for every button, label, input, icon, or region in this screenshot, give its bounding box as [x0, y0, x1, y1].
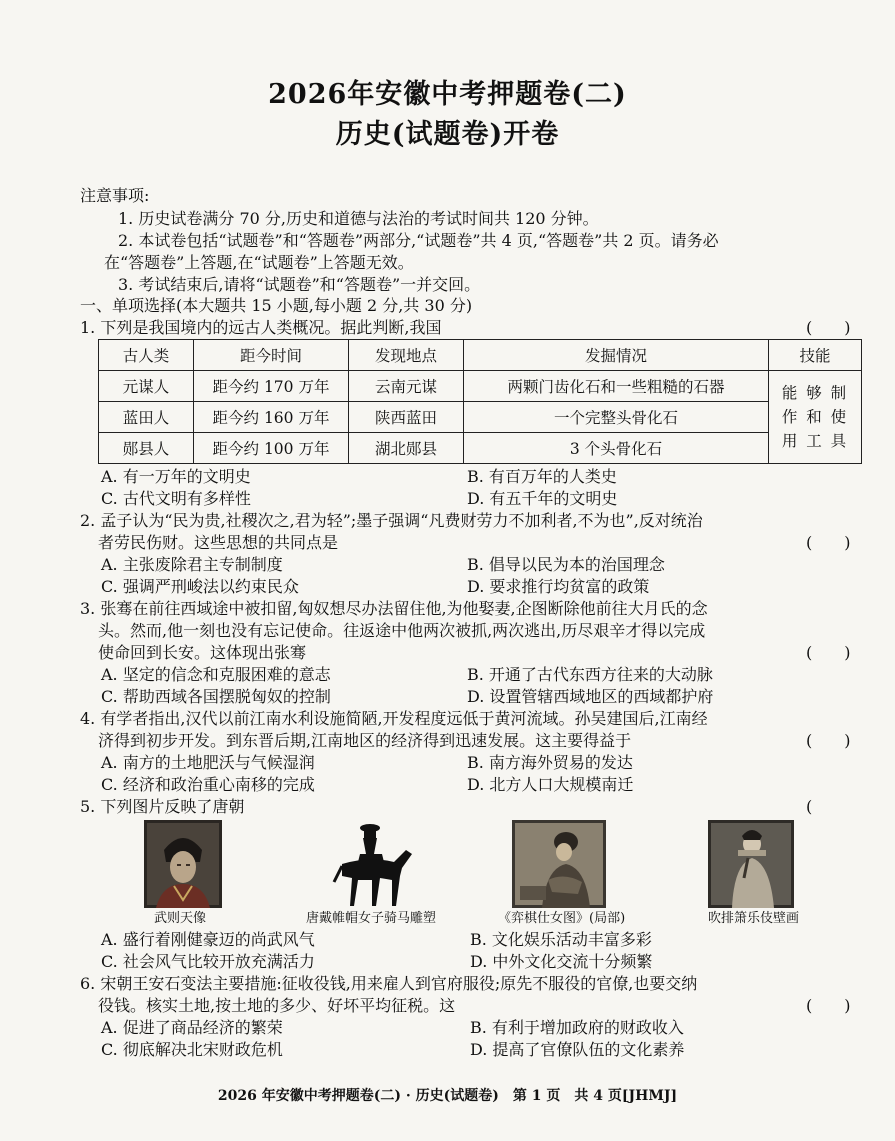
- mural-musician-image: [708, 820, 794, 908]
- notice-item-1: 1. 历史试卷满分 70 分,历史和道德与法治的考试时间共 120 分钟。: [118, 209, 599, 228]
- q3-stem-line-3: 使命回到长安。这体现出张骞: [98, 643, 307, 662]
- caption-wu-zetian: 武则天像: [154, 911, 207, 926]
- q3-answer-paren: ( ): [806, 643, 851, 662]
- caption-mural: 吹排箫乐伎壁画: [708, 911, 800, 926]
- table-header: 发掘情况: [464, 340, 769, 371]
- weiqi-lady-painting-image: [512, 820, 606, 908]
- exam-title: 2026年安徽中考押题卷(二): [268, 79, 627, 110]
- q5-option-b: B. 文化娱乐活动丰富多彩: [470, 930, 652, 949]
- table-header: 距今时间: [194, 340, 349, 371]
- exam-subtitle: 历史(试题卷)开卷: [335, 119, 560, 150]
- table-cell: 元谋人: [99, 371, 194, 402]
- q4-option-b: B. 南方海外贸易的发达: [467, 753, 633, 772]
- table-cell: 距今约 100 万年: [194, 433, 349, 464]
- notice-heading: 注意事项:: [80, 186, 150, 205]
- table-cell: 湖北郧县: [349, 433, 464, 464]
- skill-cell: [769, 371, 862, 464]
- table-header: 技能: [769, 340, 862, 371]
- q6-option-d: D. 提高了官僚队伍的文化素养: [470, 1040, 685, 1059]
- q2-stem-line-2: 者劳民伤财。这些思想的共同点是: [98, 533, 339, 552]
- q4-option-a: A. 南方的土地肥沃与气候湿润: [101, 753, 315, 772]
- q3-stem-line-2: 头。然而,他一刻也没有忘记使命。往返途中他两次被抓,两次逃出,历尽艰辛才得以完成: [98, 621, 706, 640]
- q6-answer-paren: ( ): [806, 996, 851, 1015]
- q6-stem-line-1: 6. 宋朝王安石变法主要措施:征收役钱,用来雇人到官府服役;原先不服役的官僚,也要交纳: [80, 974, 698, 993]
- horse-rider-sculpture-image: [330, 820, 420, 908]
- q5-stem: 5. 下列图片反映了唐朝: [80, 797, 245, 816]
- table-cell: 陕西蓝田: [349, 402, 464, 433]
- q2-option-a: A. 主张废除君主专制制度: [101, 555, 283, 574]
- q2-answer-paren: ( ): [806, 533, 851, 552]
- q3-option-c: C. 帮助西域各国摆脱匈奴的控制: [101, 687, 331, 706]
- table-cell: 一个完整头骨化石: [464, 402, 769, 433]
- caption-horse-rider: 唐戴帷帽女子骑马雕塑: [306, 911, 437, 926]
- table-cell: 两颗门齿化石和一些粗糙的石器: [464, 371, 769, 402]
- notice-item-2-cont: 在“答题卷”上答题,在“试题卷”上答题无效。: [104, 253, 414, 272]
- q1-option-b: B. 有百万年的人类史: [467, 467, 617, 486]
- table-cell: 蓝田人: [99, 402, 194, 433]
- q1-option-a: A. 有一万年的文明史: [101, 467, 251, 486]
- page-footer: 2026 年安徽中考押题卷(二) · 历史(试题卷) 第 1 页 共 4 页[JHMJ]: [217, 1088, 678, 1104]
- q6-option-a: A. 促进了商品经济的繁荣: [101, 1018, 283, 1037]
- q2-option-c: C. 强调严刑峻法以约束民众: [101, 577, 299, 596]
- q4-stem-line-1: 4. 有学者指出,汉代以前江南水利设施简陋,开发程度远低于黄河流域。孙吴建国后,江南经: [80, 709, 708, 728]
- q6-option-b: B. 有利于增加政府的财政收入: [470, 1018, 684, 1037]
- table-cell: 距今约 160 万年: [194, 402, 349, 433]
- q4-option-d: D. 北方人口大规模南迁: [467, 775, 634, 794]
- table-cell: 郧县人: [99, 433, 194, 464]
- q5-option-a: A. 盛行着刚健豪迈的尚武风气: [101, 930, 315, 949]
- q1-table: [98, 339, 862, 464]
- notice-item-3: 3. 考试结束后,请将“试题卷”和“答题卷”一并交回。: [118, 275, 481, 294]
- section-heading: 一、单项选择(本大题共 15 小题,每小题 2 分,共 30 分): [80, 296, 473, 315]
- table-cell: 距今约 170 万年: [194, 371, 349, 402]
- q2-stem-line-1: 2. 孟子认为“民为贵,社稷次之,君为轻”;墨子强调“凡费财劳力不加利者,不为也”,反对统治: [80, 511, 703, 530]
- q4-option-c: C. 经济和政治重心南移的完成: [101, 775, 315, 794]
- table-header: 古人类: [99, 340, 194, 371]
- q1-option-c: C. 古代文明有多样性: [101, 489, 251, 508]
- q6-option-c: C. 彻底解决北宋财政危机: [101, 1040, 283, 1059]
- caption-weiqi-lady: 《弈棋仕女图》(局部): [498, 911, 626, 926]
- q2-option-b: B. 倡导以民为本的治国理念: [467, 555, 665, 574]
- table-cell: 云南元谋: [349, 371, 464, 402]
- table-row: [99, 433, 862, 464]
- table-header-row: [99, 340, 862, 371]
- notice-item-2: 2. 本试卷包括“试题卷”和“答题卷”两部分,“试题卷”共 4 页,“答题卷”共 2 页。请务必: [118, 231, 719, 250]
- q3-stem-line-1: 3. 张骞在前往西域途中被扣留,匈奴想尽办法留住他,为他娶妻,企图断除他前往大月氏的念: [80, 599, 708, 618]
- q2-option-d: D. 要求推行均贫富的政策: [467, 577, 650, 596]
- table-cell: 3 个头骨化石: [464, 433, 769, 464]
- q5-option-c: C. 社会风气比较开放充满活力: [101, 952, 315, 971]
- table-row: [99, 402, 862, 433]
- skill-line: 用 工 具: [781, 432, 849, 450]
- q3-option-b: B. 开通了古代东西方往来的大动脉: [467, 665, 713, 684]
- skill-line: 能 够 制: [781, 384, 849, 402]
- q1-stem: 1. 下列是我国境内的远古人类概况。据此判断,我国: [80, 318, 442, 337]
- q4-answer-paren: ( ): [806, 731, 851, 750]
- table-row: [99, 371, 862, 402]
- table-header: 发现地点: [349, 340, 464, 371]
- q3-option-a: A. 坚定的信念和克服困难的意志: [101, 665, 331, 684]
- skill-line: 作 和 使: [781, 408, 849, 426]
- q1-answer-paren: ( ): [806, 318, 851, 337]
- q4-stem-line-2: 济得到初步开发。到东晋后期,江南地区的经济得到迅速发展。这主要得益于: [98, 731, 632, 750]
- q5-answer-paren: (: [806, 797, 813, 816]
- q3-option-d: D. 设置管辖西域地区的西域都护府: [467, 687, 714, 706]
- q1-option-d: D. 有五千年的文明史: [467, 489, 618, 508]
- q5-option-d: D. 中外文化交流十分频繁: [470, 952, 653, 971]
- q6-stem-line-2: 役钱。核实土地,按土地的多少、好坏平均征税。这: [98, 996, 456, 1015]
- wu-zetian-portrait-image: [144, 820, 222, 908]
